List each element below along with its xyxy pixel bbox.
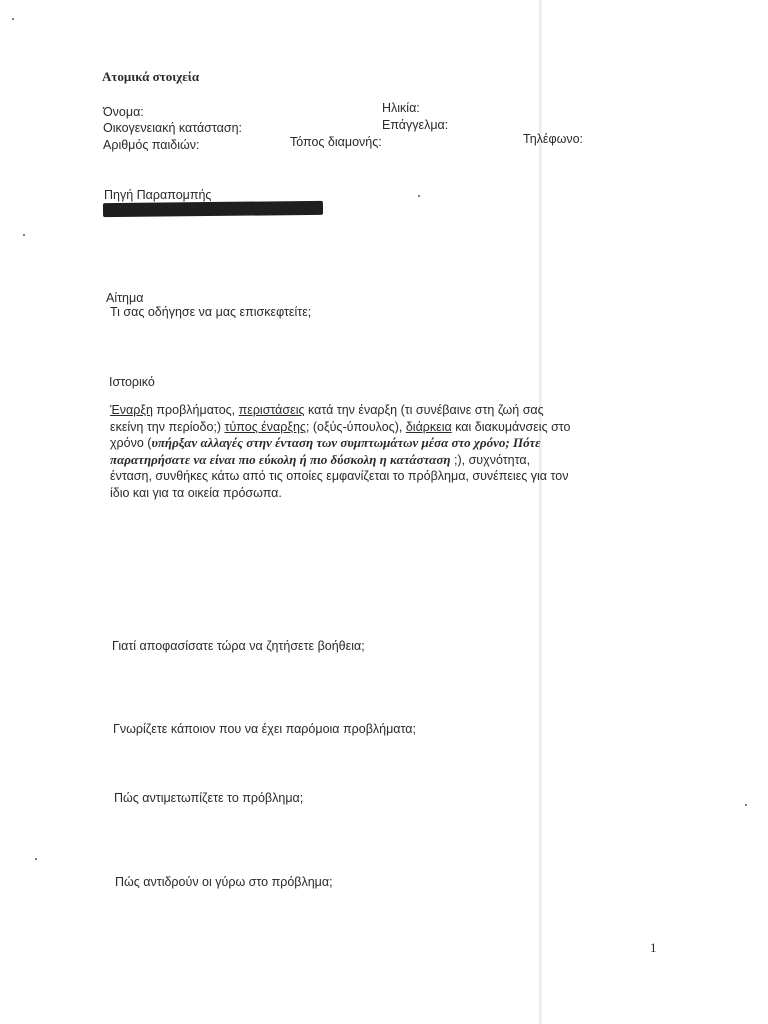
scan-speck (35, 858, 37, 860)
referral-source-label: Πηγή Παραπομπής (104, 188, 212, 202)
request-heading: Αίτημα (106, 291, 144, 305)
residence-label: Τόπος διαμονής: (290, 135, 382, 149)
scan-speck (23, 234, 25, 236)
history-text: ;), συχνότητα, (450, 452, 531, 467)
age-label: Ηλικία: (382, 101, 420, 115)
children-count-label: Αριθμός παιδιών: (103, 138, 200, 152)
circumstances-term: περιστάσεις (238, 403, 305, 417)
history-text: χρόνο ( (110, 436, 152, 450)
history-paragraph (110, 402, 640, 501)
duration-term: διάρκεια (405, 419, 452, 434)
question-coping: Πώς αντιμετωπίζετε το πρόβλημα; (114, 791, 304, 805)
history-text: προβλήματος, (152, 403, 239, 417)
question-others-reaction: Πώς αντιδρούν οι γύρω στο πρόβλημα; (115, 875, 333, 889)
profession-label: Επάγγελμα: (382, 118, 449, 132)
history-emphasis: υπήρξαν αλλαγές στην ένταση των συμπτωμάτων μέσα στο χρόνο; Πότε (151, 435, 541, 450)
name-label: Όνομα: (103, 105, 144, 119)
request-question: Τι σας οδήγησε να μας επισκεφτείτε; (110, 305, 312, 319)
history-line (110, 402, 640, 419)
history-line: ίδιο και για τα οικεία πρόσωπα. (110, 485, 282, 500)
section-heading-personal: Ατομικά στοιχεία (102, 69, 200, 84)
scan-speck (745, 804, 747, 806)
history-line (110, 435, 640, 452)
history-text: κατά την έναρξη (τι συνέβαινε στη ζωή σας (304, 403, 544, 417)
question-why-now: Γιατί αποφασίσατε τώρα να ζητήσετε βοήθεια; (112, 639, 365, 653)
history-emphasis: παρατηρήσατε να είναι πιο εύκολη ή πιο δύσκολη η κατάσταση (110, 451, 451, 467)
onset-type-term: τύπος έναρξης (224, 419, 306, 434)
scan-speck (12, 18, 14, 20)
history-line (110, 452, 640, 469)
marital-status-label: Οικογενειακή κατάσταση: (103, 121, 243, 135)
redaction-bar (103, 201, 323, 217)
history-text: ; (οξύς-ύπουλος), (305, 419, 406, 434)
history-heading: Ιστορικό (109, 375, 155, 389)
onset-term: Έναρξη (110, 403, 153, 417)
history-line (110, 419, 640, 436)
history-line: ένταση, συνθήκες κάτω από τις οποίες εμφανίζεται το πρόβλημα, συνέπειες για τον (110, 469, 569, 483)
scan-speck (418, 195, 420, 197)
scan-fold-line (539, 0, 543, 1024)
phone-label: Τηλέφωνο: (523, 132, 584, 146)
history-text: και διακυμάνσεις στο (451, 419, 571, 434)
page-number: 1 (650, 940, 657, 955)
question-similar-problems: Γνωρίζετε κάποιον που να έχει παρόμοια προβλήματα; (113, 722, 416, 736)
history-text: εκείνη την περίοδο;) (110, 419, 225, 434)
